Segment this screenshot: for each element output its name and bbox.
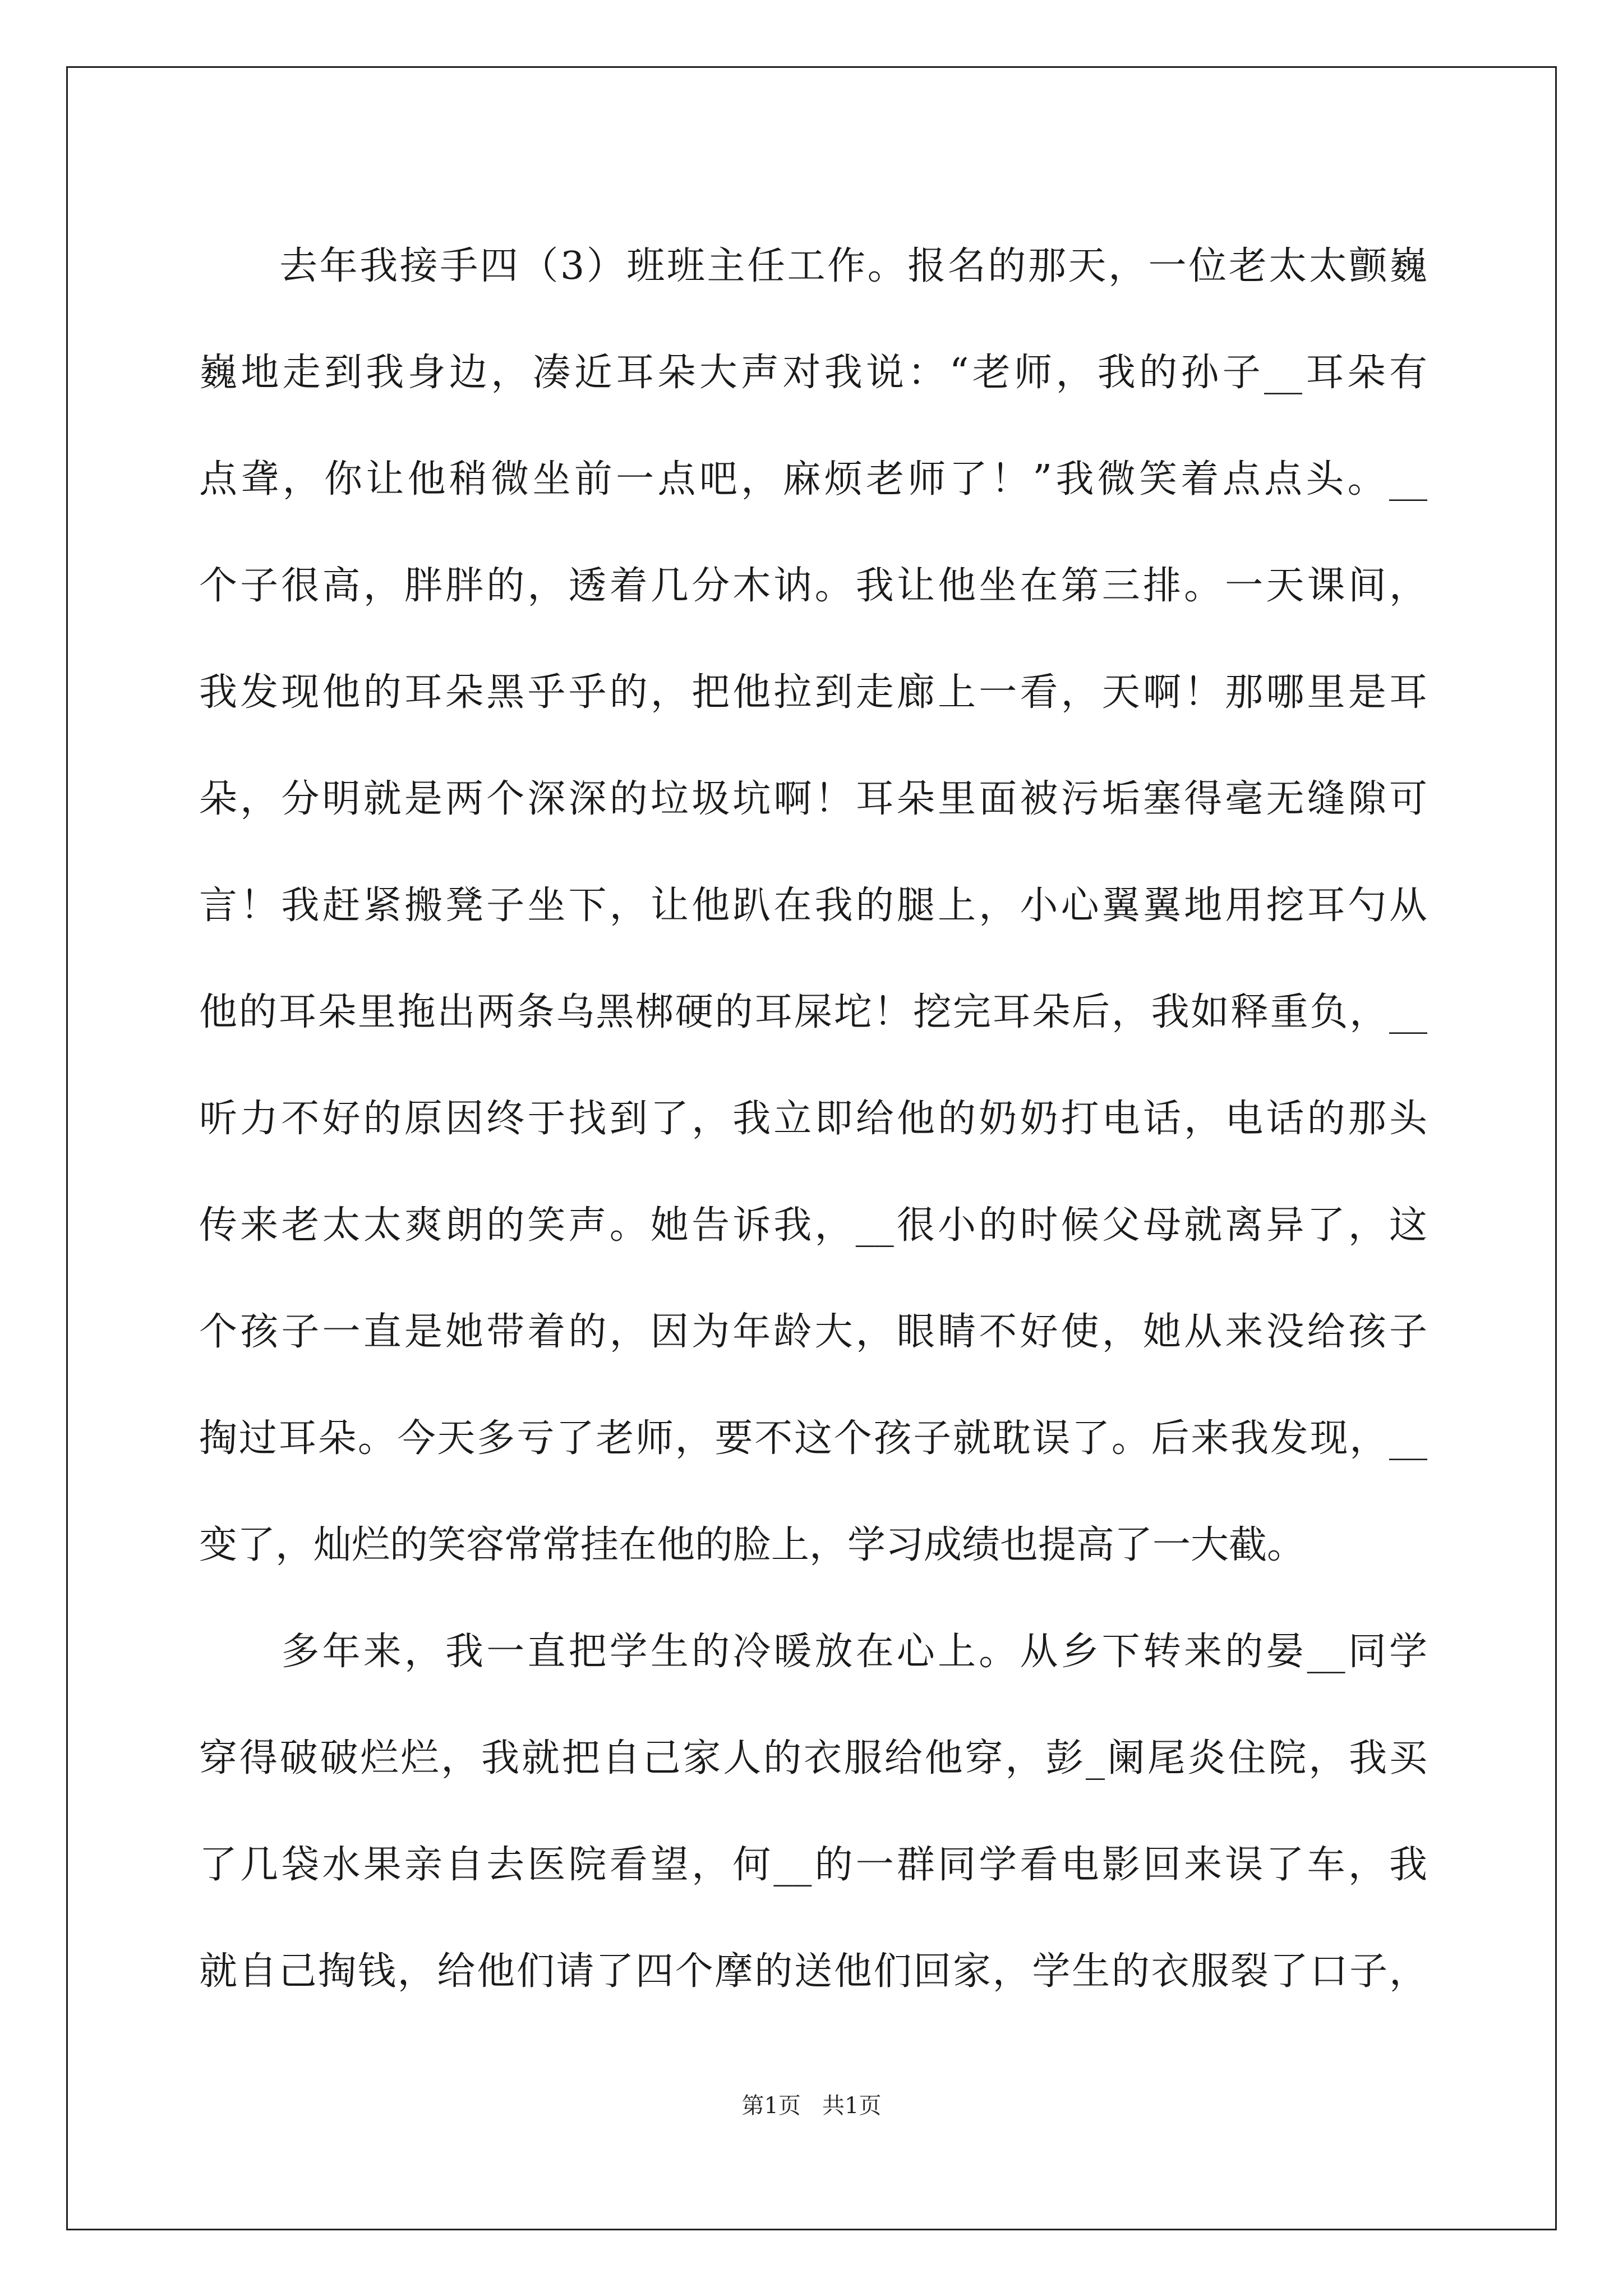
text-line: 朵，分明就是两个深深的垃圾坑啊！耳朵里面被污垢塞得毫无缝隙可	[199, 777, 1427, 821]
text-line: 了几袋水果亲自去医院看望，何__的一群同学看电影回来误了车，我	[199, 1843, 1427, 1887]
text-line: 我发现他的耳朵黑乎乎的，把他拉到走廊上一看，天啊！那哪里是耳	[199, 670, 1427, 715]
text-line: 多年来，我一直把学生的冷暖放在心上。从乡下转来的晏__同学	[199, 1630, 1427, 1674]
paragraph-1	[199, 213, 1427, 1599]
text-line: 掏过耳朵。今天多亏了老师，要不这个孩子就耽误了。后来我发现，__	[199, 1416, 1427, 1461]
text-line: 点聋，你让他稍微坐前一点吧，麻烦老师了！”我微笑着点点头。__	[199, 457, 1427, 501]
text-line: 就自己掏钱，给他们请了四个摩的送他们回家，学生的衣服裂了口子，	[199, 1949, 1427, 1994]
text-line: 个孩子一直是她带着的，因为年龄大，眼睛不好使，她从来没给孩子	[199, 1310, 1427, 1354]
text-line: 听力不好的原因终于找到了，我立即给他的奶奶打电话，电话的那头	[199, 1097, 1427, 1141]
text-line: 变了，灿烂的笑容常常挂在他的脸上，学习成绩也提高了一大截。	[199, 1523, 1306, 1567]
text-line: 他的耳朵里拖出两条乌黑梆硬的耳屎坨！挖完耳朵后，我如释重负，__	[199, 990, 1427, 1034]
document-body	[199, 213, 1427, 2025]
text-line: 巍地走到我身边，凑近耳朵大声对我说：“老师，我的孙子__耳朵有	[199, 351, 1427, 395]
text-line: 传来老太太爽朗的笑声。她告诉我，__很小的时候父母就离异了，这	[199, 1203, 1427, 1248]
text-line: 个子很高，胖胖的，透着几分木讷。我让他坐在第三排。一天课间，	[199, 564, 1427, 608]
paragraph-2	[199, 1599, 1427, 2025]
page-number-footer: 第1页 共1页	[741, 2093, 882, 2119]
text-line: 言！我赶紧搬凳子坐下，让他趴在我的腿上，小心翼翼地用挖耳勺从	[199, 884, 1427, 928]
text-line: 去年我接手四（3）班班主任工作。报名的那天，一位老太太颤巍	[199, 244, 1427, 288]
text-line: 穿得破破烂烂，我就把自己家人的衣服给他穿，彭_阑尾炎住院，我买	[199, 1736, 1427, 1780]
